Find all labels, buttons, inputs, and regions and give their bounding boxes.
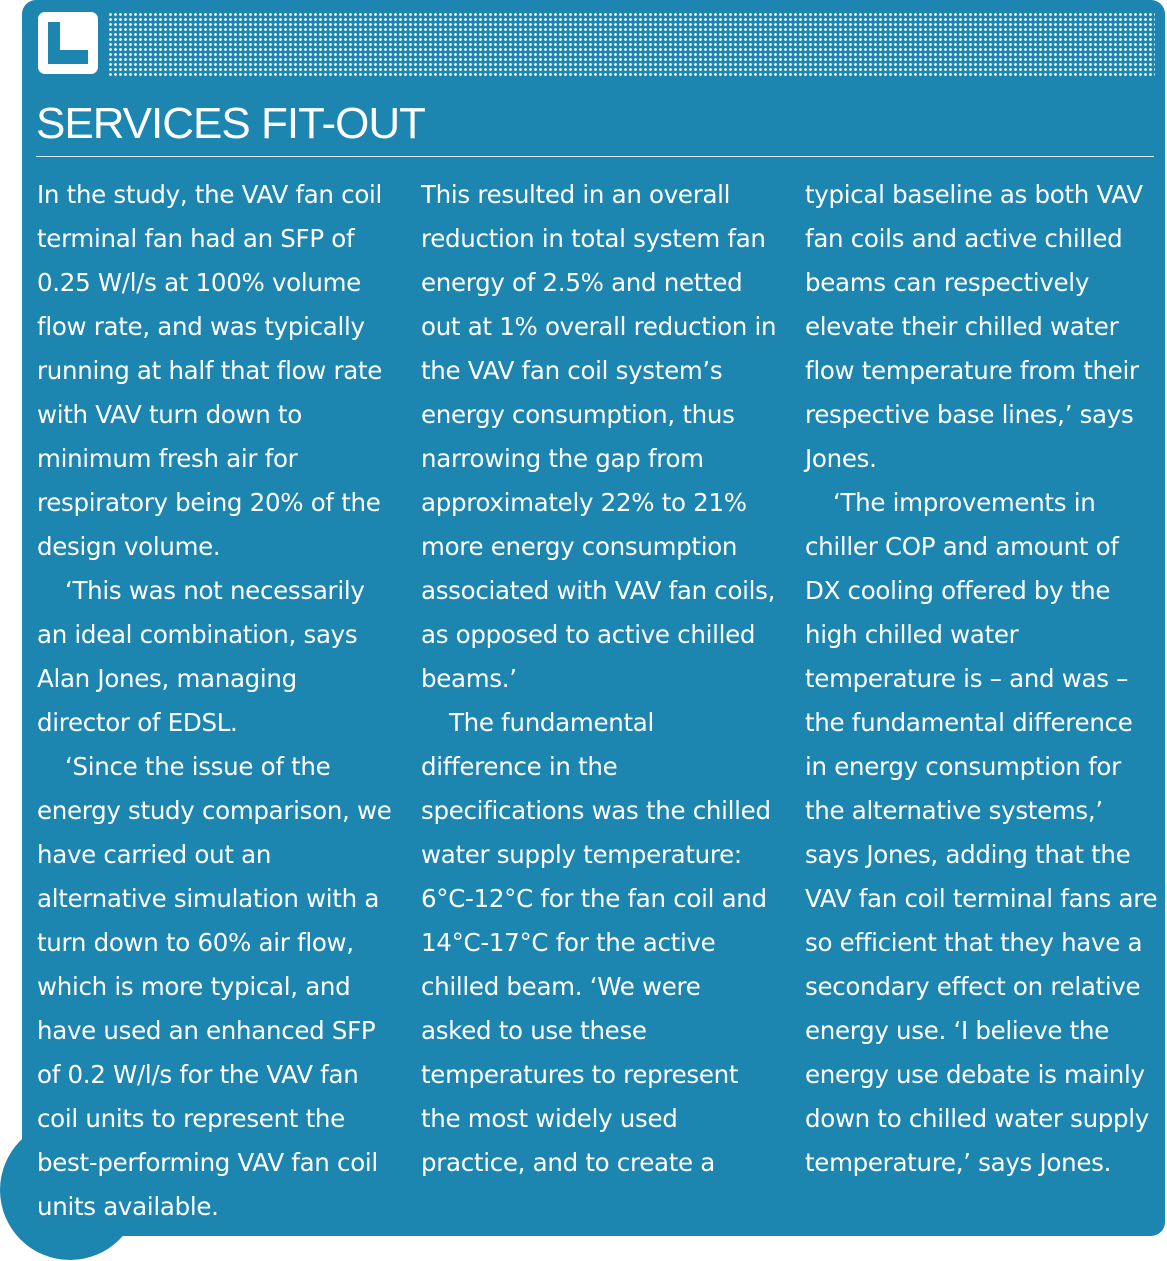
text-column-1 — [37, 173, 393, 1228]
paragraph: In the study, the VAV fan coil terminal fan had an SFP of 0.25 W/l/s at 100% volume flow rate, and was typically running at half that flow rate with VAV turn down to minimum fresh air for respiratory being 20% of the design volume. — [37, 180, 383, 561]
dotted-pattern — [108, 12, 1155, 76]
paragraph: ‘This was not necessarily an ideal combination, says Alan Jones, managing director of EDSL. — [37, 576, 365, 737]
text-column-3 — [805, 173, 1161, 1228]
section-title: SERVICES FIT-OUT — [36, 99, 426, 148]
paragraph: The fundamental difference in the specifications was the chilled water supply temperature: 6°C-12°C for the fan coil and 14°C-17°C for the active chilled beam. ‘We were asked to use these temperatures to represent the most widely used practice, and to create a — [421, 708, 771, 1177]
l-corner-logo-icon — [38, 12, 98, 74]
paragraph: ‘The improvements in chiller COP and amount of DX cooling offered by the high chilled water temperature is – and was – the fundamental difference in energy consumption for the alternative systems,’ says Jones, adding that the VAV fan coil terminal fans are so efficient that they have a secondary effect on relative energy use. ‘I believe the energy use debate is mainly down to chilled water supply temperature,’ says Jones. — [805, 488, 1158, 1177]
paragraph: ‘Since the issue of the energy study comparison, we have carried out an alternative simulation with a turn down to 60% air flow, which is more typical, and have used an enhanced SFP of 0.2 W/l/s for the VAV fan coil units to represent the best-performing VAV fan coil units available. — [37, 752, 392, 1221]
paragraph: This resulted in an overall reduction in total system fan energy of 2.5% and netted out at 1% overall reduction in the VAV fan coil system’s energy consumption, thus narrowing the gap from approximately 22% to 21% more energy consumption associated with VAV fan coils, as opposed to active chilled beams.’ — [421, 180, 777, 693]
text-column-2 — [421, 173, 777, 1228]
title-divider — [36, 156, 1154, 157]
paragraph: typical baseline as both VAV fan coils and active chilled beams can respectively elevate their chilled water flow temperature from their respective base lines,’ says Jones. — [805, 180, 1143, 473]
